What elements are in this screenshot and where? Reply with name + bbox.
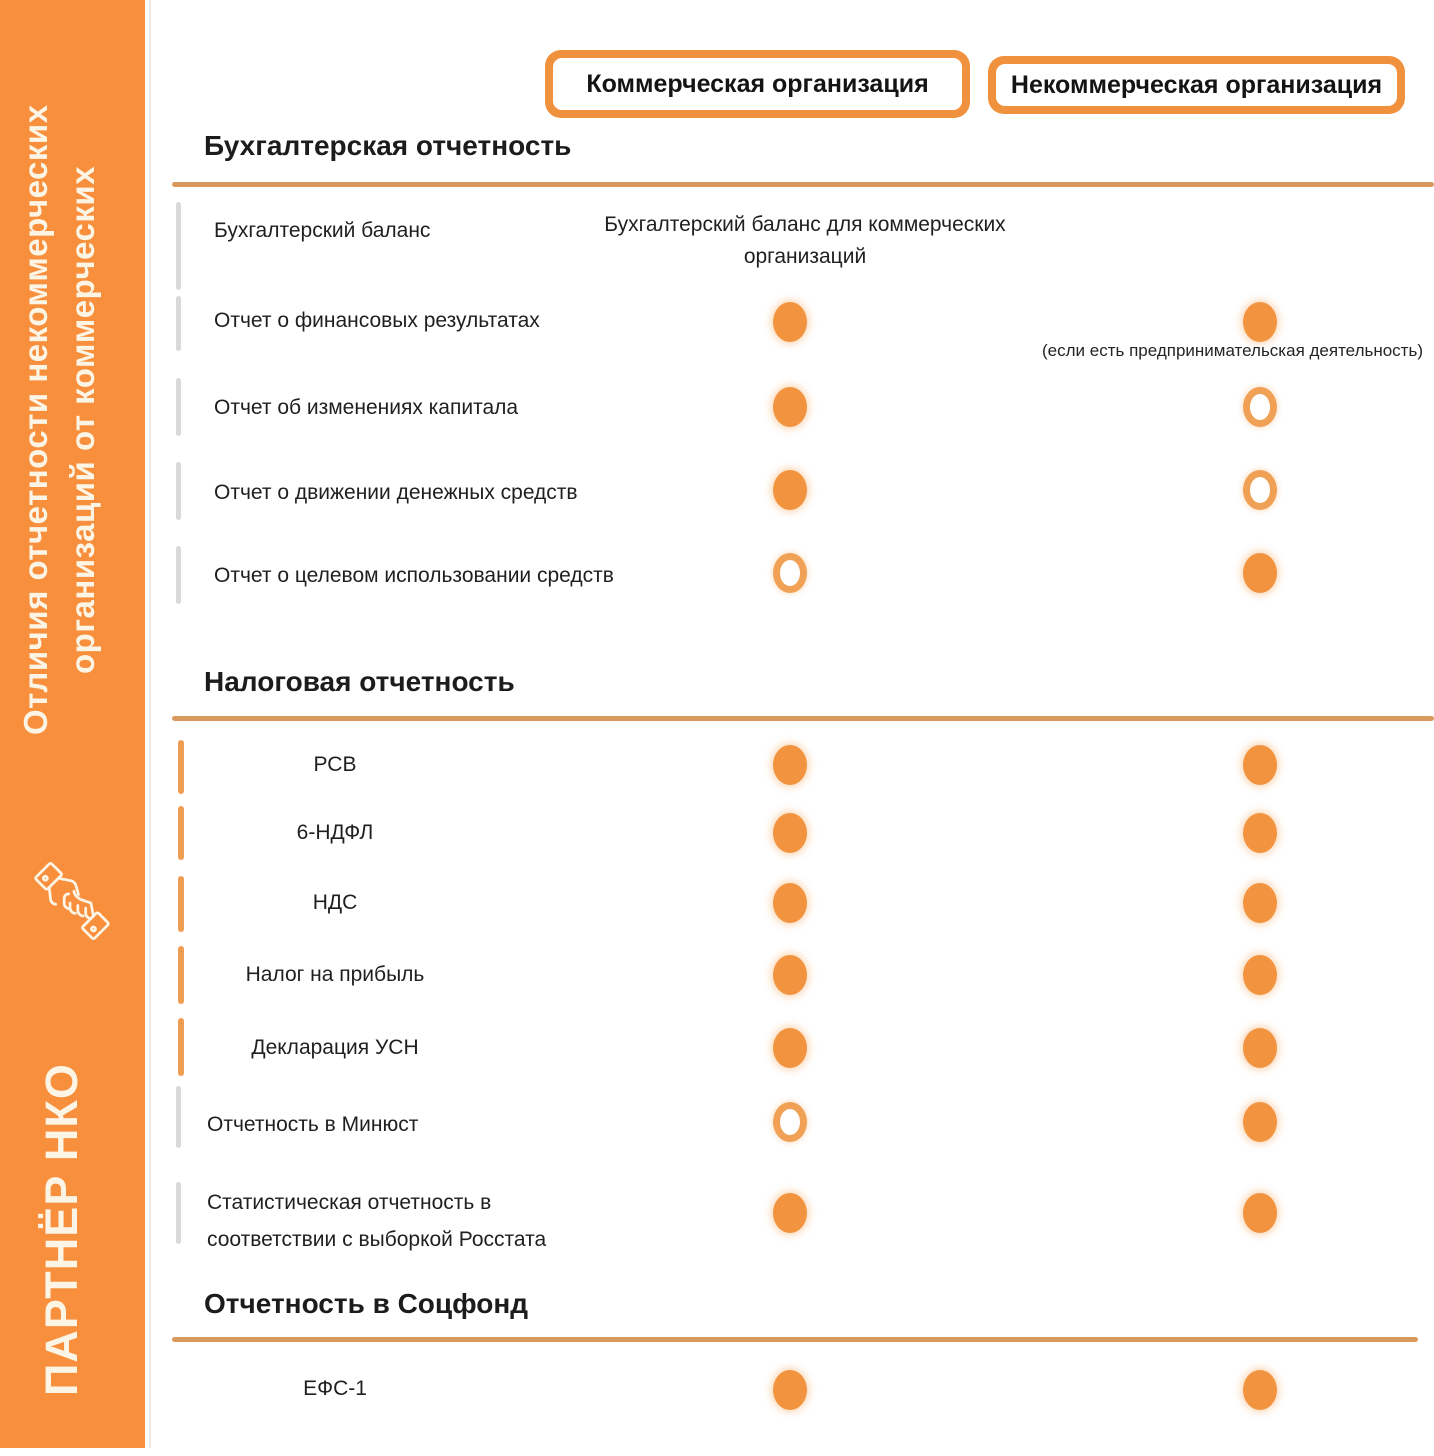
noncommercial-dot bbox=[1243, 1370, 1277, 1410]
column-header-noncommercial-label: Некоммерческая организация bbox=[996, 64, 1397, 106]
sidebar-title-line2: организаций от коммерческих bbox=[63, 165, 101, 674]
noncommercial-dot bbox=[1243, 955, 1277, 995]
row-label: ЕФС-1 bbox=[303, 1377, 367, 1400]
row-label: Отчет о финансовых результатах bbox=[214, 309, 540, 332]
noncommercial-dot bbox=[1243, 302, 1277, 342]
section-divider bbox=[172, 716, 1434, 721]
noncommercial-dot bbox=[1243, 1193, 1277, 1233]
commercial-dot bbox=[773, 1370, 807, 1410]
section-divider bbox=[172, 1337, 1418, 1342]
commercial-dot bbox=[773, 955, 807, 995]
commercial-dot bbox=[773, 553, 807, 593]
commercial-dot bbox=[773, 387, 807, 427]
column-header-commercial-label: Коммерческая организация bbox=[553, 58, 962, 110]
row-label: Налог на прибыль bbox=[245, 963, 425, 986]
row-label: Бухгалтерский баланс bbox=[214, 219, 431, 242]
commercial-dot bbox=[773, 813, 807, 853]
section-title-accounting: Бухгалтерская отчетность bbox=[204, 130, 572, 161]
row-label: Отчет о движении денежных средств bbox=[214, 481, 578, 504]
noncommercial-dot bbox=[1243, 1028, 1277, 1068]
commercial-dot bbox=[773, 745, 807, 785]
commercial-dot bbox=[773, 1028, 807, 1068]
row-accent-bar bbox=[176, 378, 181, 436]
handshake-icon bbox=[26, 850, 118, 952]
section-title-socfund: Отчетность в Соцфонд bbox=[204, 1288, 529, 1319]
row-accent-bar bbox=[176, 462, 181, 520]
section-divider bbox=[172, 182, 1434, 187]
section-title-tax: Налоговая отчетность bbox=[204, 666, 515, 697]
noncommercial-dot bbox=[1243, 1102, 1277, 1142]
noncommercial-dot bbox=[1243, 813, 1277, 853]
row-accent-bar bbox=[176, 546, 181, 604]
row-label: Статистическая отчетность в соответствии с выборкой Росстата bbox=[207, 1191, 547, 1251]
row-label: Отчет об изменениях капитала bbox=[214, 396, 519, 419]
commercial-dot bbox=[773, 883, 807, 923]
commercial-dot bbox=[773, 470, 807, 510]
sidebar-title-line1: Отличия отчетности некоммерческих bbox=[17, 104, 54, 735]
row-label: НДС bbox=[312, 891, 358, 914]
row-label: 6-НДФЛ bbox=[296, 821, 374, 844]
sidebar-brand: ПАРТНЁР НКО bbox=[36, 1063, 87, 1396]
sidebar-edge-line bbox=[149, 0, 151, 1448]
noncommercial-note: (если есть предпринимательская деятельность) bbox=[1042, 341, 1423, 360]
row-label: Отчет о целевом использовании средств bbox=[214, 564, 614, 587]
row-accent-bar bbox=[176, 202, 181, 290]
noncommercial-dot bbox=[1243, 745, 1277, 785]
noncommercial-dot bbox=[1243, 387, 1277, 427]
row-accent-bar bbox=[176, 296, 181, 351]
commercial-dot bbox=[773, 302, 807, 342]
column-header-commercial[interactable] bbox=[545, 50, 970, 118]
commercial-dot bbox=[773, 1193, 807, 1233]
row-label: Декларация УСН bbox=[251, 1036, 419, 1059]
row-accent-bar bbox=[176, 1182, 181, 1244]
noncommercial-dot bbox=[1243, 883, 1277, 923]
row-label: РСВ bbox=[313, 753, 357, 776]
noncommercial-dot bbox=[1243, 553, 1277, 593]
commercial-value-text: Бухгалтерский баланс для коммерческих организаций bbox=[604, 213, 1006, 268]
noncommercial-dot bbox=[1243, 470, 1277, 510]
sidebar bbox=[0, 0, 145, 1448]
sidebar-title bbox=[13, 22, 131, 817]
column-header-noncommercial[interactable] bbox=[988, 56, 1405, 114]
row-label: Отчетность в Минюст bbox=[207, 1113, 419, 1136]
commercial-dot bbox=[773, 1102, 807, 1142]
row-accent-bar bbox=[176, 1086, 181, 1148]
